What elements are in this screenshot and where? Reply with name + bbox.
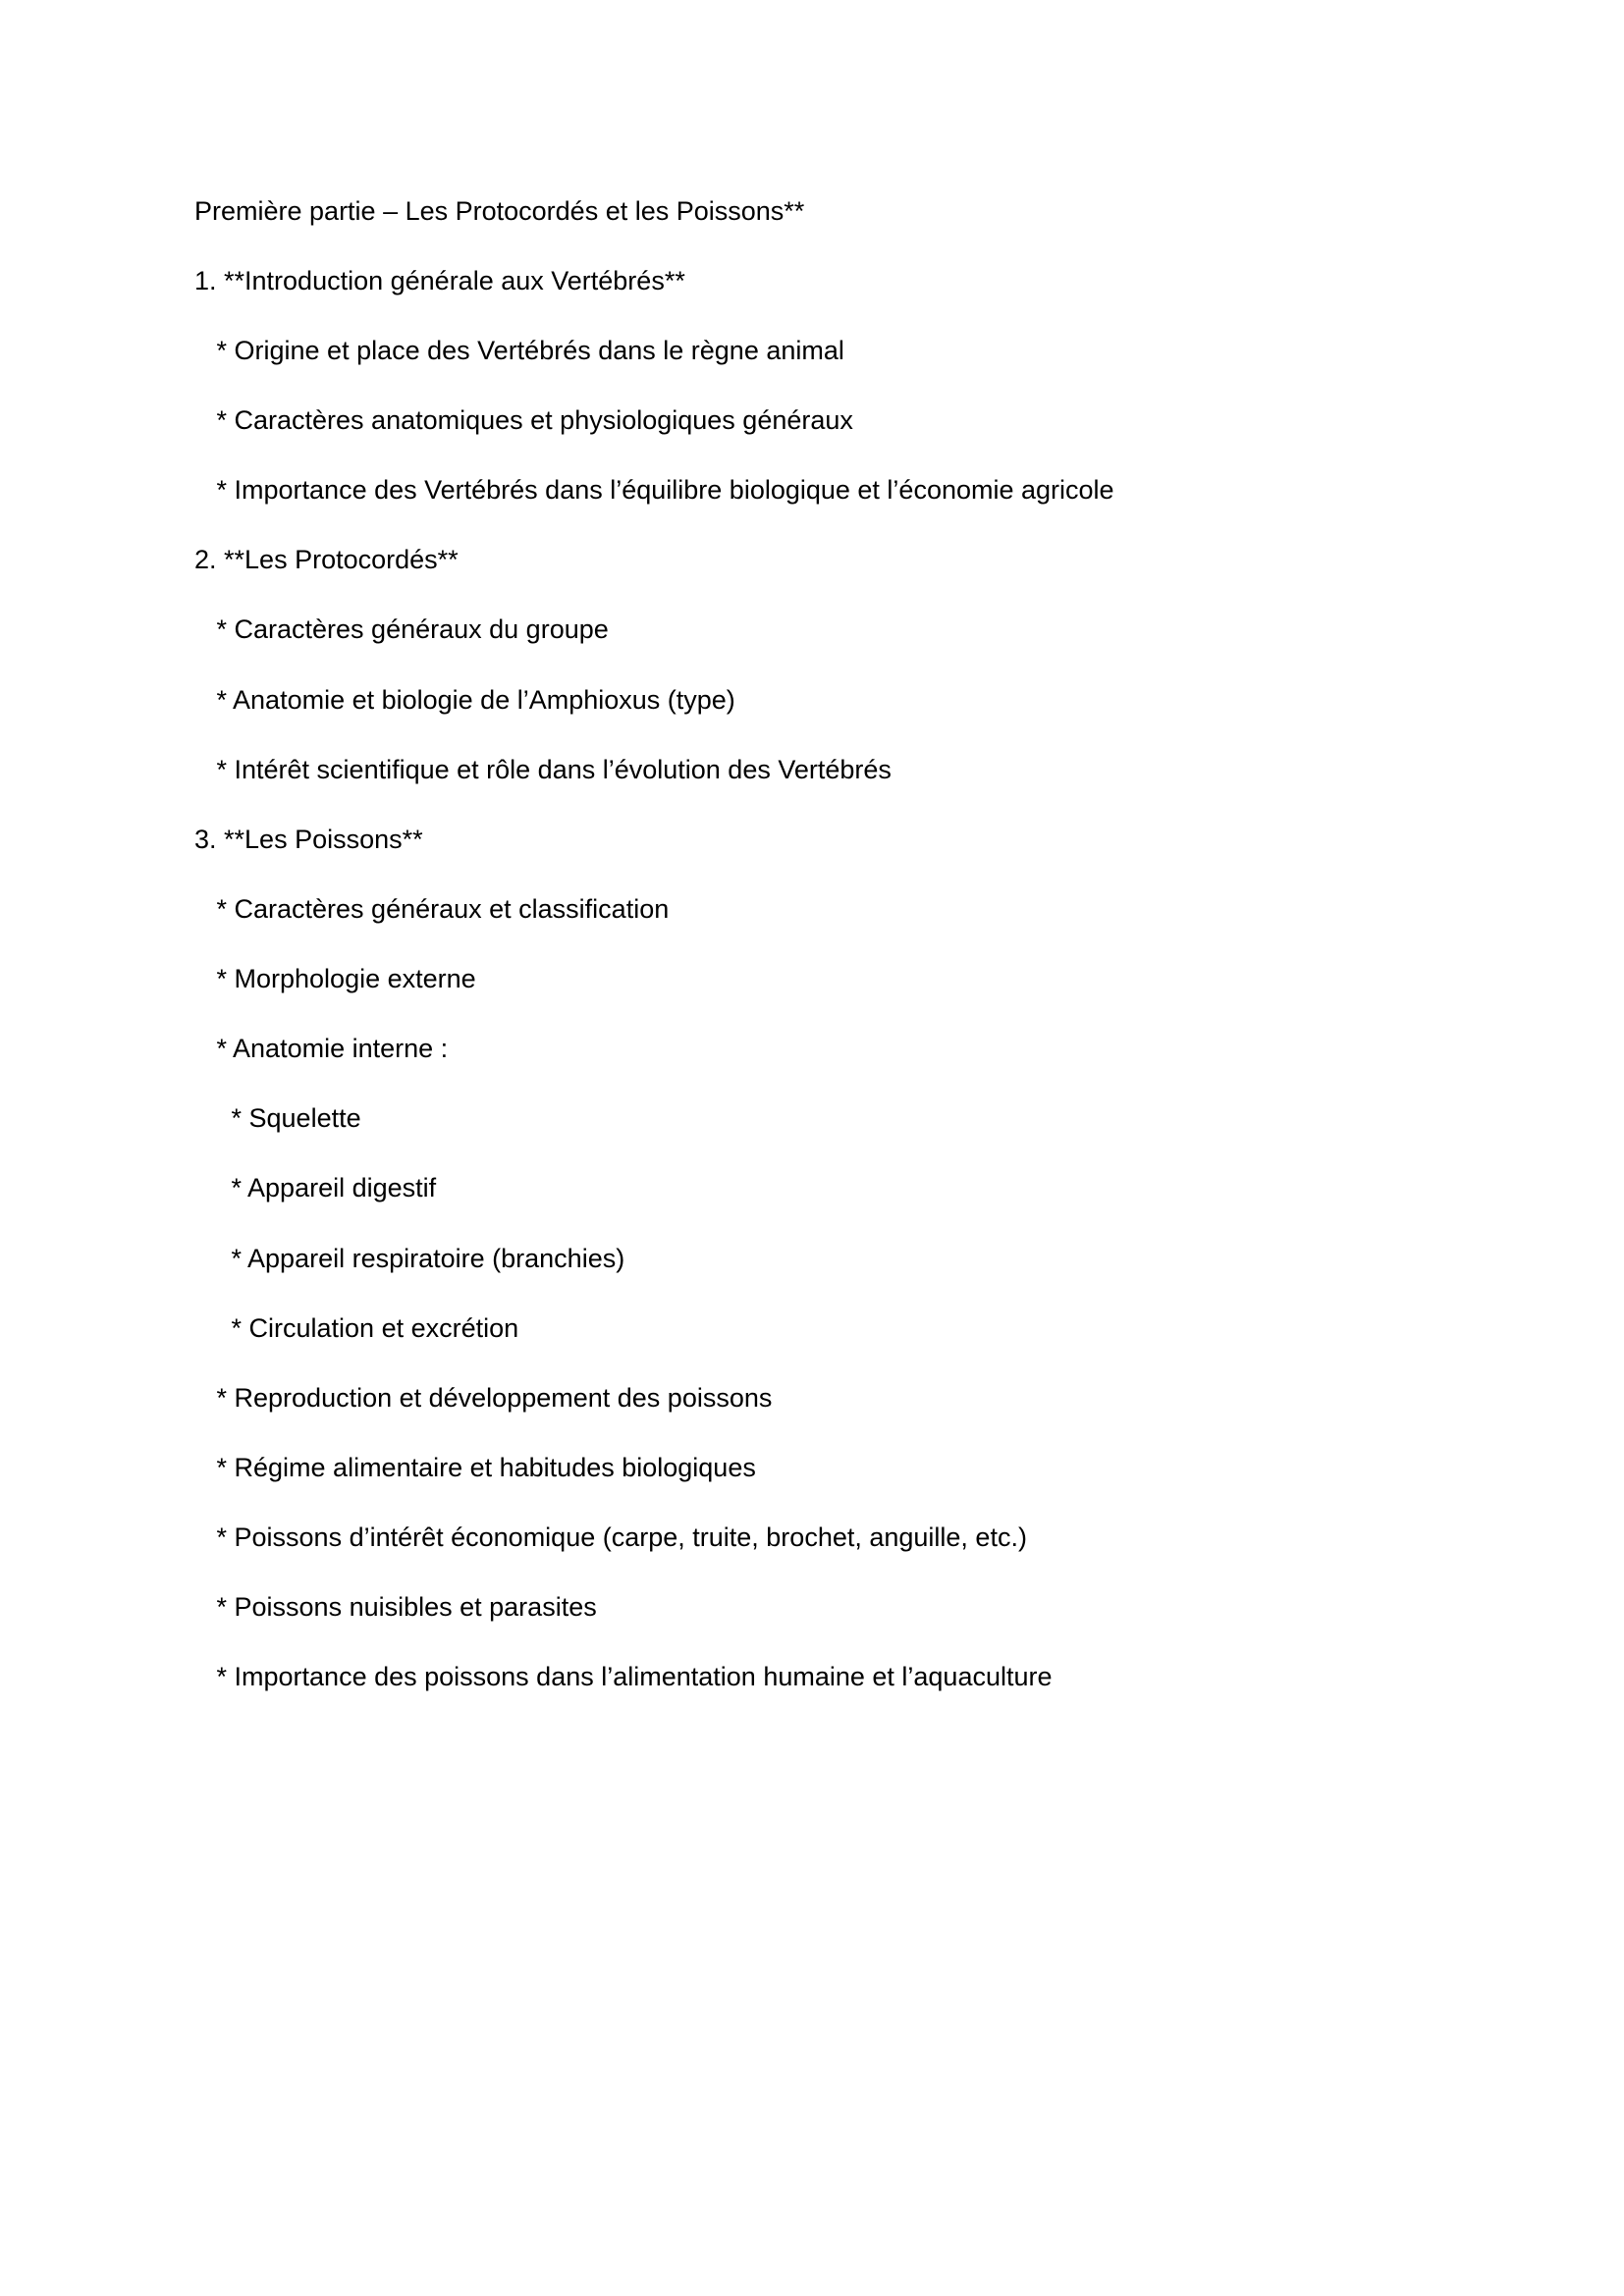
list-item: * Morphologie externe: [194, 964, 476, 993]
section-heading-protocordes: 2. **Les Protocordés**: [194, 545, 459, 574]
list-item: * Reproduction et développement des poissons: [194, 1383, 773, 1413]
document-title: Première partie – Les Protocordés et les Poissons**: [194, 196, 805, 226]
list-item: * Squelette: [194, 1103, 361, 1133]
section-heading-poissons: 3. **Les Poissons**: [194, 825, 423, 854]
list-item: * Circulation et excrétion: [194, 1313, 519, 1343]
list-item: * Intérêt scientifique et rôle dans l’évolution des Vertébrés: [194, 755, 892, 784]
list-item: * Origine et place des Vertébrés dans le règne animal: [194, 336, 844, 365]
list-item: * Importance des Vertébrés dans l’équilibre biologique et l’économie agricole: [194, 475, 1114, 505]
list-item: * Poissons nuisibles et parasites: [194, 1592, 597, 1622]
list-item: * Appareil digestif: [194, 1173, 437, 1202]
list-item: * Appareil respiratoire (branchies): [194, 1244, 625, 1273]
section-heading-introduction: 1. **Introduction générale aux Vertébrés**: [194, 266, 685, 295]
list-item: * Anatomie et biologie de l’Amphioxus (type): [194, 685, 735, 715]
list-item: * Caractères généraux du groupe: [194, 614, 609, 644]
list-item: * Poissons d’intérêt économique (carpe, truite, brochet, anguille, etc.): [194, 1522, 1027, 1552]
list-item: * Importance des poissons dans l’alimentation humaine et l’aquaculture: [194, 1662, 1053, 1691]
list-item: * Caractères anatomiques et physiologiques généraux: [194, 405, 853, 435]
list-item: * Anatomie interne :: [194, 1034, 449, 1063]
list-item: * Caractères généraux et classification: [194, 894, 670, 924]
list-item: * Régime alimentaire et habitudes biologiques: [194, 1453, 756, 1482]
